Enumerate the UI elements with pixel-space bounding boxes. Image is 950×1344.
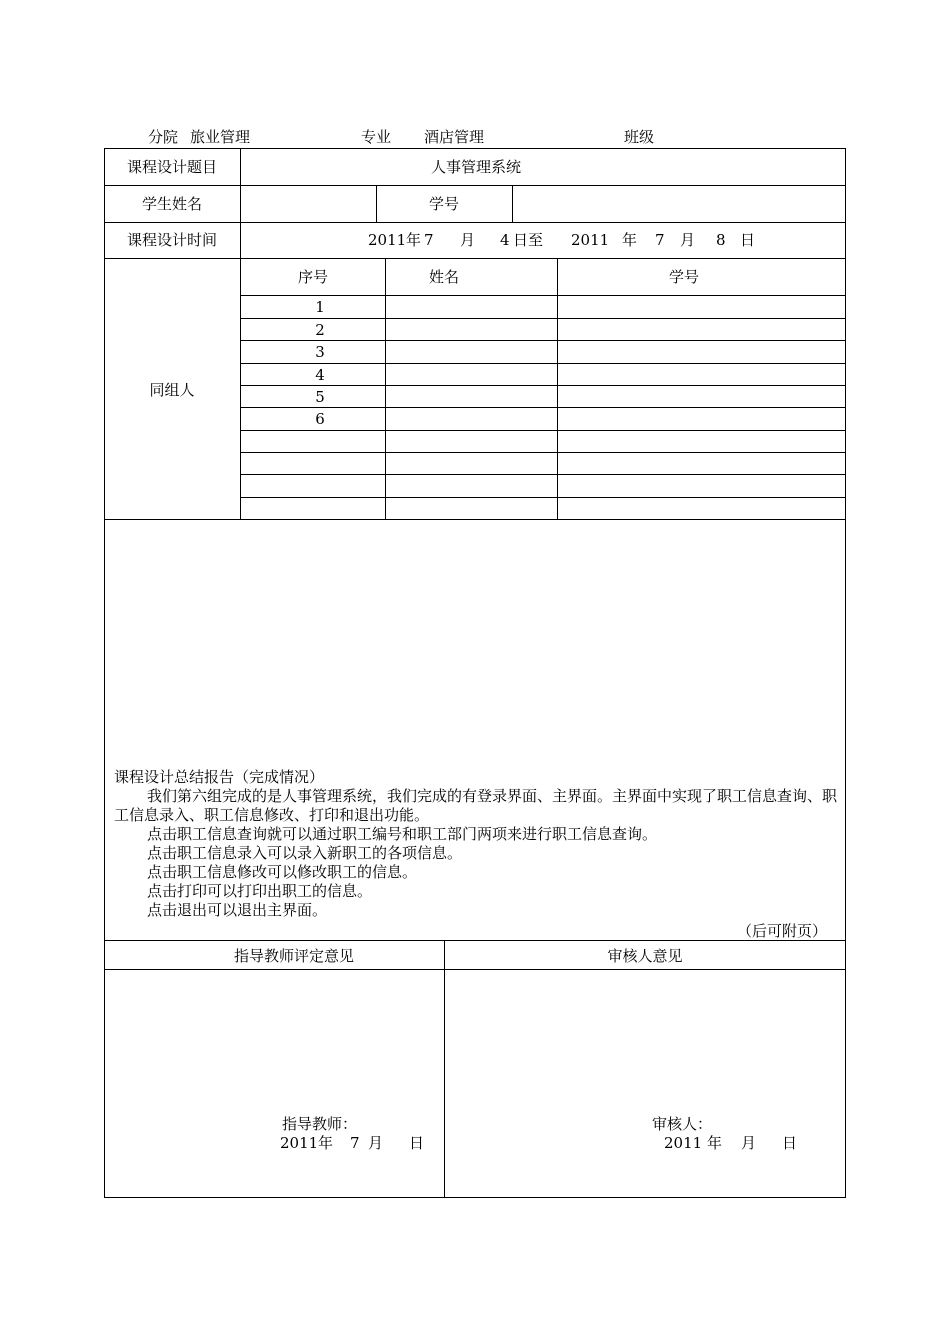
teacher-date-year-char: 年 <box>318 1134 334 1152</box>
group-row-index: 6 <box>315 410 325 428</box>
report-content <box>114 768 844 920</box>
student-id-label: 学号 <box>428 195 460 213</box>
time-end-year: 2011 <box>571 231 610 249</box>
time-end-day-char: 日 <box>740 231 756 249</box>
teacher-date-day-char: 日 <box>409 1134 425 1152</box>
reviewer-date-year-char: 年 <box>707 1134 723 1152</box>
reviewer-opinion-header: 审核人意见 <box>607 947 683 965</box>
report-paragraph: 点击职工信息修改可以修改职工的信息。 <box>147 863 418 881</box>
group-row-index: 4 <box>315 366 325 384</box>
report-paragraph: 点击职工信息查询就可以通过职工编号和职工部门两项来进行职工信息查询。 <box>147 825 658 843</box>
teacher-date-year: 2011 <box>280 1134 319 1152</box>
time-start-day: 4 <box>500 231 510 249</box>
report-paragraph: 点击职工信息录入可以录入新职工的各项信息。 <box>147 844 463 862</box>
time-year-char: 年 <box>406 231 422 249</box>
group-row-index: 1 <box>315 298 325 316</box>
attach-note: （后可附页） <box>737 922 828 940</box>
branch-value: 旅业管理 <box>190 128 251 146</box>
group-header-id: 学号 <box>668 268 700 286</box>
reviewer-date-day-char: 日 <box>782 1134 798 1152</box>
topic-value: 人事管理系统 <box>430 158 522 176</box>
student-name-label: 学生姓名 <box>141 195 203 213</box>
reviewer-date-year: 2011 <box>664 1134 703 1152</box>
reviewer-signature-label: 审核人： <box>652 1115 713 1133</box>
major-value: 酒店管理 <box>424 128 485 146</box>
topic-label: 课程设计题目 <box>126 158 218 176</box>
teacher-date-month: 7 <box>350 1134 360 1152</box>
group-row-index: 2 <box>315 321 325 339</box>
time-start-year: 2011 <box>368 231 407 249</box>
time-start-month: 7 <box>424 231 434 249</box>
teacher-date-month-char: 月 <box>368 1134 384 1152</box>
time-end-month: 7 <box>655 231 665 249</box>
time-to-char: 日至 <box>513 231 544 249</box>
group-row-index: 3 <box>315 343 325 361</box>
group-header-name: 姓名 <box>428 268 460 286</box>
branch-label: 分院 <box>148 128 179 146</box>
report-paragraph: 我们第六组完成的是人事管理系统，我们完成的有登录界面、主界面。主界面中实现了职工信息查询、职工信息录入、职工信息修改、打印和退出功能。 <box>114 787 838 824</box>
report-title: 课程设计总结报告（完成情况） <box>114 768 325 786</box>
group-label: 同组人 <box>149 381 195 399</box>
time-end-day: 8 <box>716 231 726 249</box>
time-end-month-char: 月 <box>680 231 696 249</box>
teacher-signature-label: 指导教师： <box>282 1115 358 1133</box>
class-label: 班级 <box>624 128 655 146</box>
group-header-index: 序号 <box>297 268 329 286</box>
teacher-opinion-header: 指导教师评定意见 <box>233 947 355 965</box>
major-label: 专业 <box>361 128 392 146</box>
report-paragraph: 点击打印可以打印出职工的信息。 <box>147 882 373 900</box>
time-month-char: 月 <box>460 231 476 249</box>
reviewer-date-month-char: 月 <box>741 1134 757 1152</box>
time-end-year-char: 年 <box>622 231 638 249</box>
group-row-index: 5 <box>315 388 325 406</box>
report-paragraph: 点击退出可以退出主界面。 <box>147 901 328 919</box>
time-label: 课程设计时间 <box>126 231 218 249</box>
